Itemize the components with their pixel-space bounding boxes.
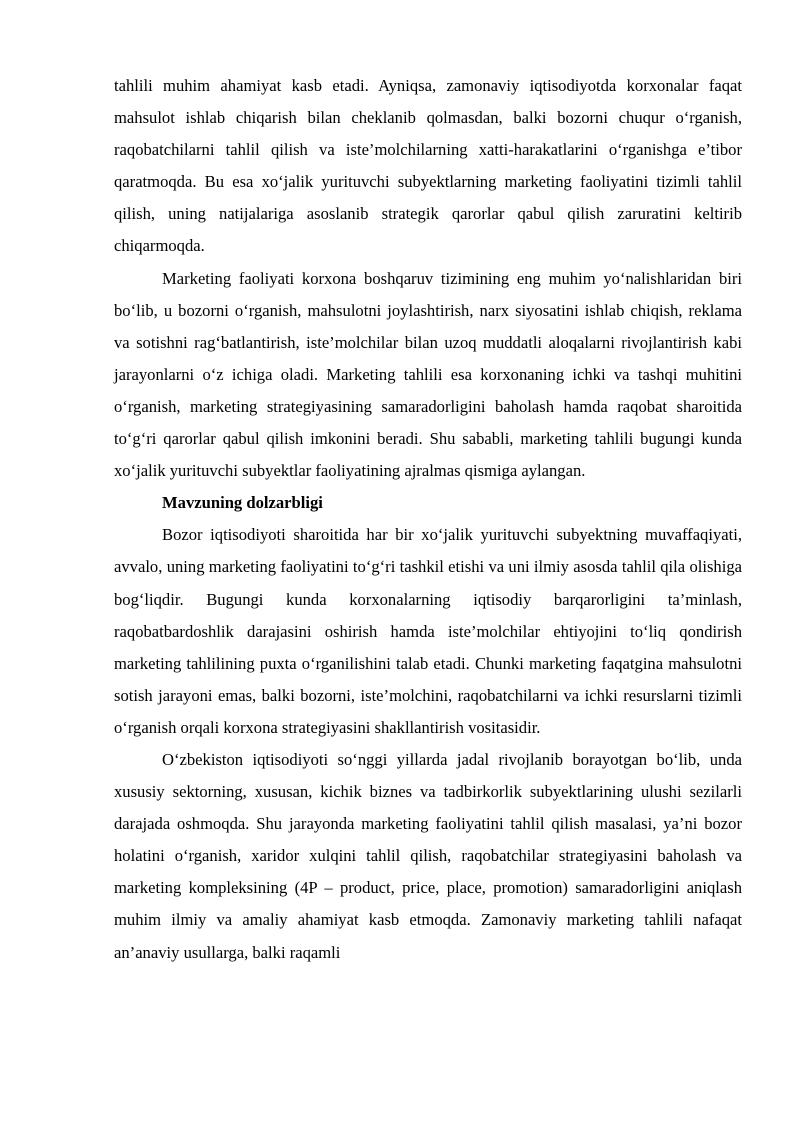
section-heading: Mavzuning dolzarbligi: [162, 493, 323, 513]
paragraph-marketing-activity: Marketing faoliyati korxona boshqaruv tizimining eng muhim yo‘nalishlaridan biri bo‘lib, u bozorni o‘rganish, mahsulotni joylashtirish, narx siyosatini ishlab chiqish, reklama va sotishni rag‘batlantirish, iste’molchilar bilan uzoq muddatli aloqalarni rivojlantirish kabi jarayonlarni o‘z ichiga oladi. Marketing tahlili esa korxonaning ichki va tashqi muhitini o‘rganish, marketing strategiyasining samaradorligini baholash hamda raqobat sharoitida to‘g‘ri qarorlar qabul qilish imkonini beradi. Shu sababli, marketing tahlili bugungi kunda xo‘jalik yurituvchi subyektlar faoliyatining ajralmas qismiga aylangan.: [114, 268, 742, 481]
paragraph-intro-continuation: tahlili muhim ahamiyat kasb etadi. Ayniqsa, zamonaviy iqtisodiyotda korxonalar faqat mahsulot ishlab chiqarish bilan cheklanib qolmasdan, balki bozorni chuqur o‘rganish, raqobatchilarni tahlil qilish va iste’molchilarning xatti-harakatlarini o‘rganishga e’tibor qaratmoqda. Bu esa xo‘jalik yurituvchi subyektlarning marketing faoliyatini tizimli tahlil qilish, uning natijalariga asoslanib strategik qarorlar qabul qilish zaruratini keltirib chiqarmoqda.: [114, 76, 742, 256]
document-page: [114, 70, 742, 969]
paragraph-uzbekistan-economy: O‘zbekiston iqtisodiyoti so‘nggi yillarda jadal rivojlanib borayotgan bo‘lib, unda xususiy sektorning, xususan, kichik biznes va tadbirkorlik subyektlarining ulushi sezilarli darajada oshmoqda. Shu jarayonda marketing faoliyatini tahlil qilish masalasi, ya’ni bozor holatini o‘rganish, xaridor xulqini tahlil qilish, raqobatchilar strategiyasini baholash va marketing kompleksining (4P – product, price, place, promotion) samaradorligini aniqlash muhim ilmiy va amaliy ahamiyat kasb etmoqda. Zamonaviy marketing tahlili nafaqat an’anaviy usullarga, balki raqamli: [114, 749, 742, 962]
paragraph-market-economy: Bozor iqtisodiyoti sharoitida har bir xo‘jalik yurituvchi subyektning muvaffaqiyati, avvalo, uning marketing faoliyatini to‘g‘ri tashkil etishi va uni ilmiy asosda tahlil qila olishiga bog‘liqdir. Bugungi kunda korxonalarning iqtisodiy barqarorligini ta’minlash, raqobatbardoshlik darajasini oshirish hamda iste’molchilar ehtiyojini to‘liq qondirish marketing tahlilining puxta o‘rganilishini talab etadi. Chunki marketing faqatgina mahsulotni sotish jarayoni emas, balki bozorni, iste’molchini, raqobatchilarni va ichki resurslarni tizimli o‘rganish orqali korxona strategiyasini shakllantirish vositasidir.: [114, 525, 742, 737]
